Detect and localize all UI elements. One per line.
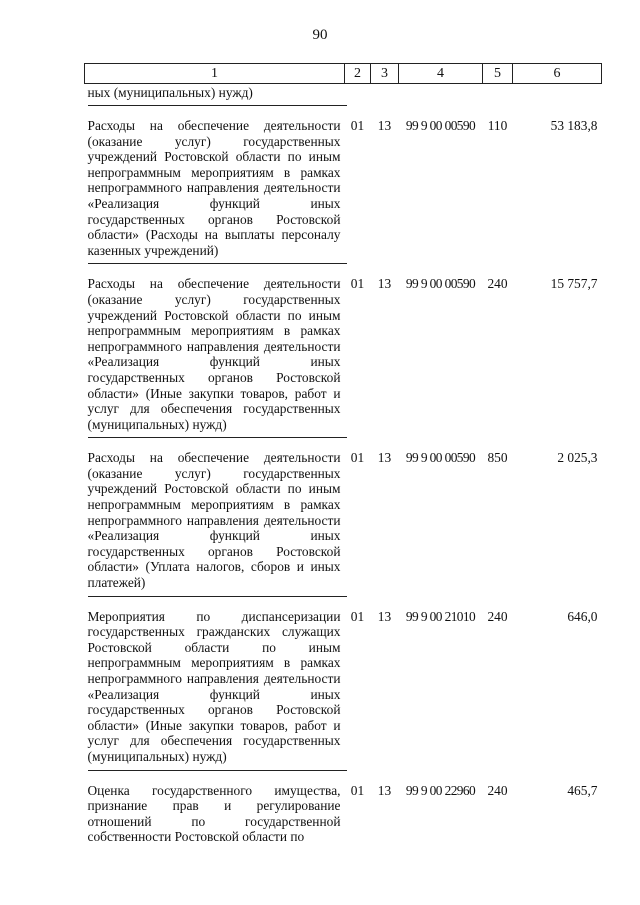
table-row <box>85 597 602 771</box>
row-description <box>85 264 345 438</box>
row-expense-type: 110 <box>487 118 508 133</box>
row-expense-type: 240 <box>487 782 508 798</box>
table-header-row <box>85 64 602 84</box>
header-col-4: 4 <box>399 64 483 84</box>
row-expense-type: 240 <box>487 276 508 292</box>
continuation-text <box>85 84 345 107</box>
row-amount: 646,0 <box>567 608 598 624</box>
row-amount: 53 183,8 <box>550 118 598 133</box>
row-section: 01 <box>350 608 365 624</box>
budget-table <box>84 63 602 845</box>
row-description-text: Мероприятия по диспансеризации государственных гражданских служащих Ростовской области по иным непрограммным мероприятиям в рамках непрограммного направления деятельности «Реализация функций иных государственных органов Ростовской области» (Иные закупки товаров, работ и услуг для обеспечения государственных (муниципальных) нужд) <box>87 608 341 764</box>
row-target-article: 99 9 00 22960 <box>405 782 476 798</box>
row-description <box>85 438 345 596</box>
row-description-text: Расходы на обеспечение деятельности (оказание услуг) государственных учреждений Ростовской области по иным непрограммным мероприятиям в рамках непрограммного направления деятельности «Реализация функций иных государственных органов Ростовской области» (Расходы на выплаты персоналу казенных учреждений) <box>87 118 341 258</box>
row-subsection: 13 <box>377 608 392 624</box>
row-description <box>85 597 345 771</box>
table-row <box>85 771 602 845</box>
table-row <box>85 264 602 438</box>
continuation-text-value: ных (муниципальных) нужд) <box>87 85 253 100</box>
row-target-article: 99 9 00 21010 <box>405 608 476 624</box>
row-subsection: 13 <box>377 276 392 292</box>
row-section: 01 <box>350 276 365 292</box>
table-row <box>85 438 602 596</box>
row-amount: 15 757,7 <box>550 276 598 292</box>
row-description <box>85 771 345 845</box>
page-number: 90 <box>312 27 328 43</box>
header-col-3: 3 <box>371 64 399 84</box>
row-description <box>85 106 345 264</box>
row-expense-type: 240 <box>487 608 508 624</box>
row-subsection: 13 <box>377 782 392 798</box>
row-section: 01 <box>350 118 365 133</box>
continuation-row <box>85 84 602 107</box>
header-col-6: 6 <box>513 64 602 84</box>
row-section: 01 <box>350 450 365 466</box>
row-target-article: 99 9 00 00590 <box>405 276 476 292</box>
row-amount: 465,7 <box>567 782 598 798</box>
row-subsection: 13 <box>377 450 392 466</box>
header-col-2: 2 <box>345 64 371 84</box>
row-expense-type: 850 <box>487 450 508 466</box>
row-description-text: Расходы на обеспечение деятельности (оказание услуг) государственных учреждений Ростовской области по иным непрограммным мероприятиям в рамках непрограммного направления деятельности «Реализация функций иных государственных органов Ростовской области» (Иные закупки товаров, работ и услуг для обеспечения государственных (муниципальных) нужд) <box>87 276 341 432</box>
row-section: 01 <box>350 782 365 798</box>
row-target-article: 99 9 00 00590 <box>405 118 476 133</box>
row-subsection: 13 <box>377 118 392 133</box>
table-row <box>85 106 602 264</box>
header-col-1: 1 <box>85 64 345 84</box>
row-description-text: Расходы на обеспечение деятельности (оказание услуг) государственных учреждений Ростовской области по иным непрограммным мероприятиям в рамках непрограммного направления деятельности «Реализация функций иных государственных органов Ростовской области» (Уплата налогов, сборов и иных платежей) <box>87 450 341 591</box>
row-description-text: Оценка государственного имущества, признание прав и регулирование отношений по государственной собственности Ростовской области по <box>87 782 341 845</box>
row-target-article: 99 9 00 00590 <box>405 450 476 466</box>
header-col-5: 5 <box>483 64 513 84</box>
row-amount: 2 025,3 <box>557 450 598 466</box>
